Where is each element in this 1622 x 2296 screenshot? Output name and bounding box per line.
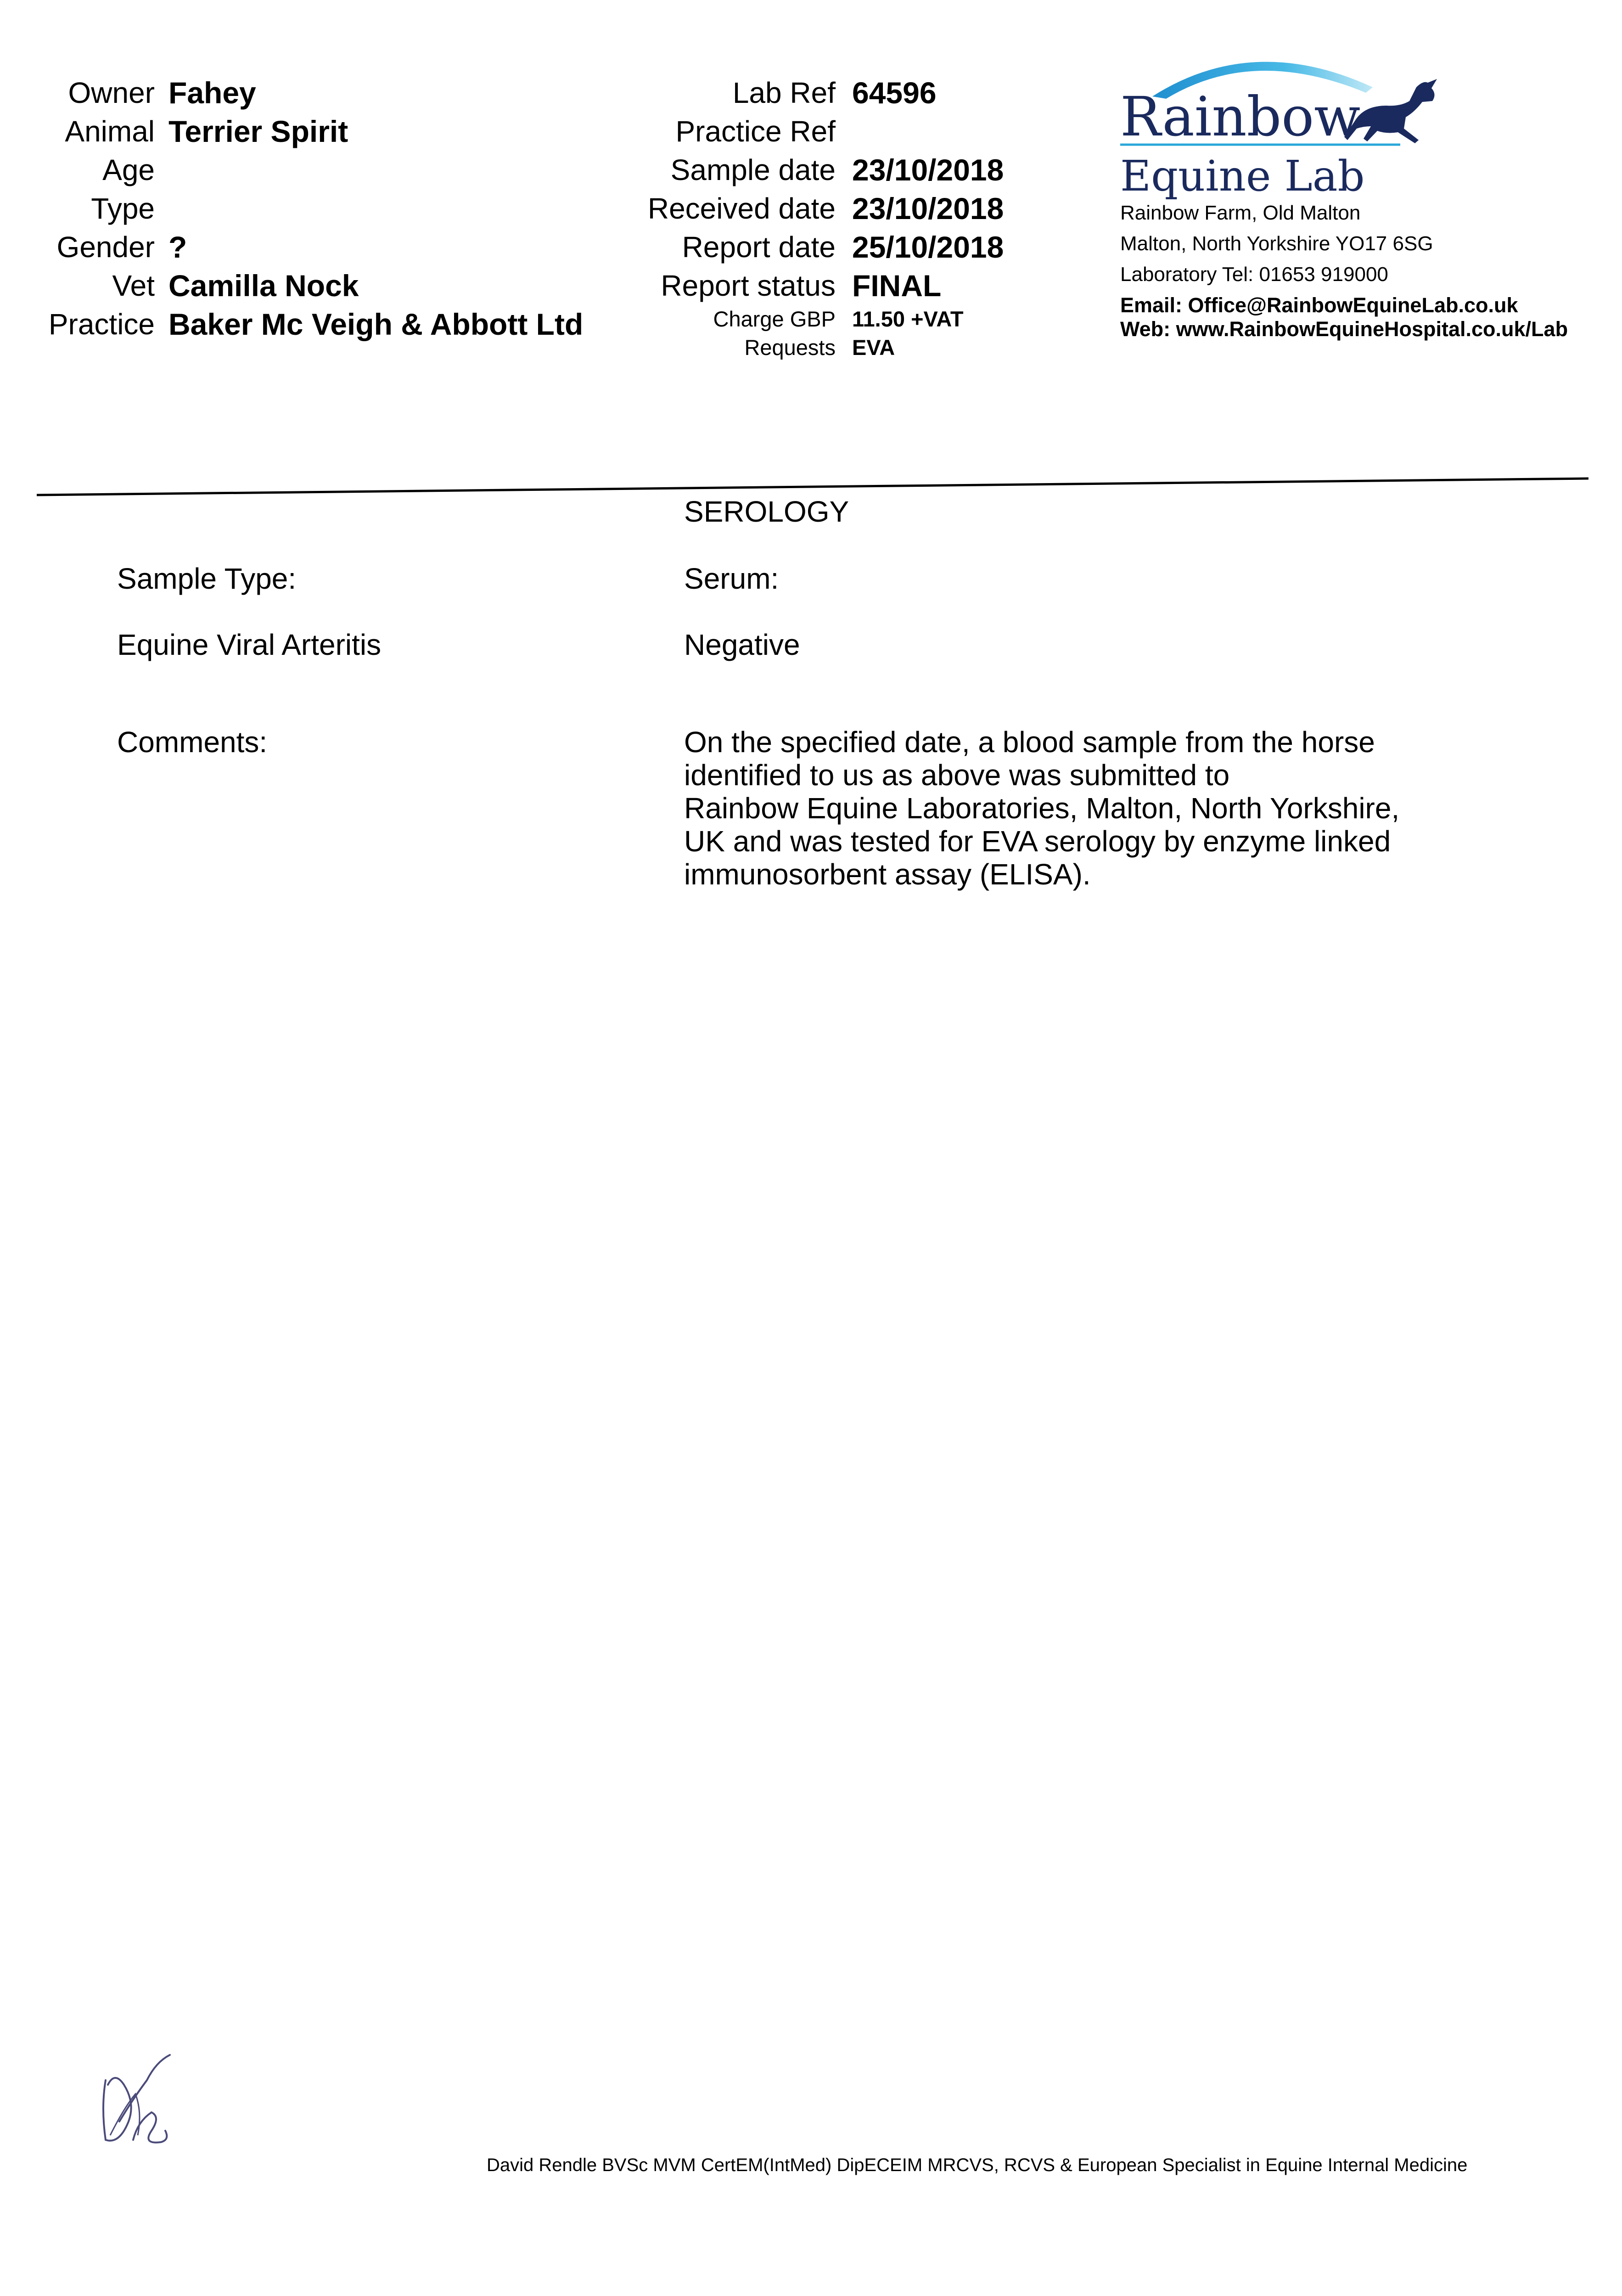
address-line-2: Malton, North Yorkshire YO17 6SG — [1120, 232, 1433, 255]
sample-date-label: Sample date — [670, 153, 836, 186]
logo-word-equine-lab: Equine Lab — [1120, 152, 1365, 201]
owner-value: Fahey — [168, 76, 256, 110]
report-details — [634, 73, 1047, 362]
gender-row — [28, 228, 624, 266]
lab-email: Email: Office@RainbowEquineLab.co.uk — [1120, 293, 1518, 317]
report-date-label: Report date — [682, 231, 836, 264]
lab-logo — [1116, 37, 1465, 202]
age-label: Age — [102, 153, 155, 186]
practice-ref-row — [634, 112, 1047, 151]
logo-word-rainbow: Rainbow — [1120, 85, 1361, 148]
charge-label: Charge GBP — [713, 307, 836, 331]
owner-row — [28, 73, 624, 112]
report-date-row — [634, 228, 1047, 266]
charge-row — [634, 305, 1047, 333]
animal-value: Terrier Spirit — [168, 114, 348, 148]
section-title: SEROLOGY — [684, 495, 849, 528]
received-date-value: 23/10/2018 — [852, 191, 1004, 225]
test-result: Negative — [684, 628, 800, 661]
signatory-line: David Rendle BVSc MVM CertEM(IntMed) DipECEIM MRCVS, RCVS & European Specialist in Equine Internal Medicine — [487, 2155, 1468, 2175]
type-label: Type — [91, 192, 155, 225]
status-label: Report status — [661, 269, 836, 302]
lab-website: Web: www.RainbowEquineHospital.co.uk/Lab — [1120, 317, 1568, 341]
charge-value: 11.50 +VAT — [852, 307, 964, 331]
vet-row — [28, 266, 624, 305]
lab-phone: Laboratory Tel: 01653 919000 — [1120, 263, 1388, 286]
vet-value: Camilla Nock — [168, 269, 359, 303]
rainbow-logo-graphic — [1116, 37, 1465, 202]
animal-label: Animal — [65, 115, 155, 148]
sample-date-row — [634, 151, 1047, 189]
age-row — [28, 151, 624, 189]
gender-label: Gender — [56, 231, 155, 264]
lab-ref-label: Lab Ref — [732, 76, 836, 109]
address-line-1: Rainbow Farm, Old Malton — [1120, 202, 1361, 224]
type-row — [28, 189, 624, 228]
requests-label: Requests — [744, 335, 836, 360]
requests-value: EVA — [852, 335, 895, 360]
lab-ref-value: 64596 — [852, 76, 937, 110]
animal-row — [28, 112, 624, 151]
practice-ref-label: Practice Ref — [675, 115, 836, 148]
comment-line: immunosorbent assay (ELISA). — [684, 858, 1091, 891]
test-name: Equine Viral Arteritis — [117, 628, 382, 661]
status-value: FINAL — [852, 269, 942, 303]
comments-label: Comments: — [117, 726, 268, 759]
lab-ref-row — [634, 73, 1047, 112]
practice-row — [28, 305, 624, 343]
report-date-value: 25/10/2018 — [852, 230, 1004, 264]
patient-details — [28, 73, 624, 343]
comments-text — [684, 726, 1465, 891]
comment-line: identified to us as above was submitted to — [684, 759, 1230, 792]
comment-line: On the specified date, a blood sample from the horse — [684, 726, 1375, 759]
sample-type-value: Serum: — [684, 562, 779, 595]
practice-label: Practice — [48, 308, 155, 341]
comment-line: UK and was tested for EVA serology by enzyme linked — [684, 825, 1391, 858]
status-row — [634, 266, 1047, 305]
comment-line: Rainbow Equine Laboratories, Malton, North Yorkshire, — [684, 792, 1400, 825]
received-date-row — [634, 189, 1047, 228]
signature — [92, 2053, 184, 2163]
vet-label: Vet — [112, 269, 155, 302]
owner-label: Owner — [68, 76, 155, 109]
requests-row — [634, 333, 1047, 362]
sample-type-label: Sample Type: — [117, 562, 297, 595]
practice-value: Baker Mc Veigh & Abbott Ltd — [168, 307, 584, 341]
lab-address — [1120, 197, 1607, 341]
gender-value: ? — [168, 230, 187, 264]
sample-date-value: 23/10/2018 — [852, 153, 1004, 187]
received-date-label: Received date — [647, 192, 836, 225]
